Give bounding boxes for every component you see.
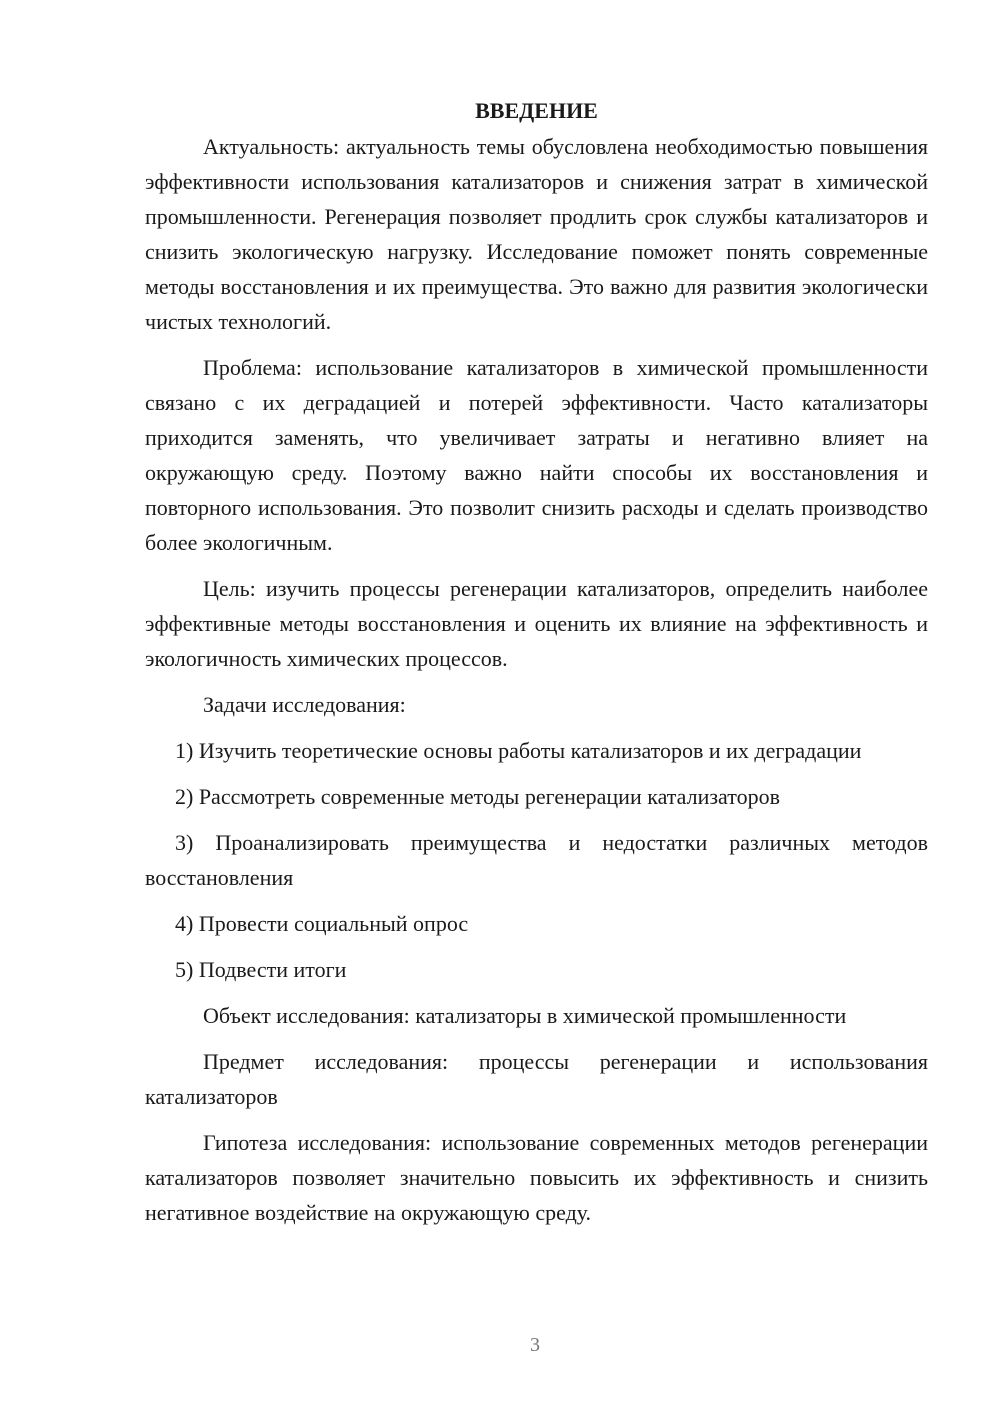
tasks-heading: Задачи исследования: xyxy=(203,692,406,717)
task-item: 5) Подвести итоги xyxy=(175,957,347,982)
page-number: 3 xyxy=(530,1334,540,1356)
task-item: 3) Проанализировать преимущества и недостатки различных методов восстановления xyxy=(145,830,928,890)
task-item: 2) Рассмотреть современные методы регенерации катализаторов xyxy=(175,784,780,809)
problem-paragraph: Проблема: использование катализаторов в химической промышленности связано с их деградацией и потерей эффективности. Часто катализаторы приходится заменять, что увеличивает затраты и негативно влияет на окружающую среду. Поэтому важно найти способы их восстановления и повторного использования. Это позволит снизить расходы и сделать производство более экологичным. xyxy=(145,355,928,555)
hypothesis-paragraph: Гипотеза исследования: использование современных методов регенерации катализаторов позволяет значительно повысить их эффективность и снизить негативное воздействие на окружающую среду. xyxy=(145,1130,928,1225)
object-paragraph: Объект исследования: катализаторы в химической промышленности xyxy=(203,1003,847,1028)
section-heading: ВВЕДЕНИЕ xyxy=(475,98,598,123)
goal-paragraph: Цель: изучить процессы регенерации катализаторов, определить наиболее эффективные методы восстановления и оценить их влияние на эффективность и экологичность химических процессов. xyxy=(145,576,928,671)
subject-paragraph: Предмет исследования: процессы регенерации и использования катализаторов xyxy=(145,1049,928,1109)
task-item: 1) Изучить теоретические основы работы катализаторов и их деградации xyxy=(175,738,862,763)
task-item: 4) Провести социальный опрос xyxy=(175,911,469,936)
relevance-paragraph: Актуальность: актуальность темы обусловлена необходимостью повышения эффективности использования катализаторов и снижения затрат в химической промышленности. Регенерация позволяет продлить срок службы катализаторов и снизить экологическую нагрузку. Исследование поможет понять современные методы восстановления и их преимущества. Это важно для развития экологически чистых технологий. xyxy=(145,134,928,334)
document-body xyxy=(145,93,928,1241)
